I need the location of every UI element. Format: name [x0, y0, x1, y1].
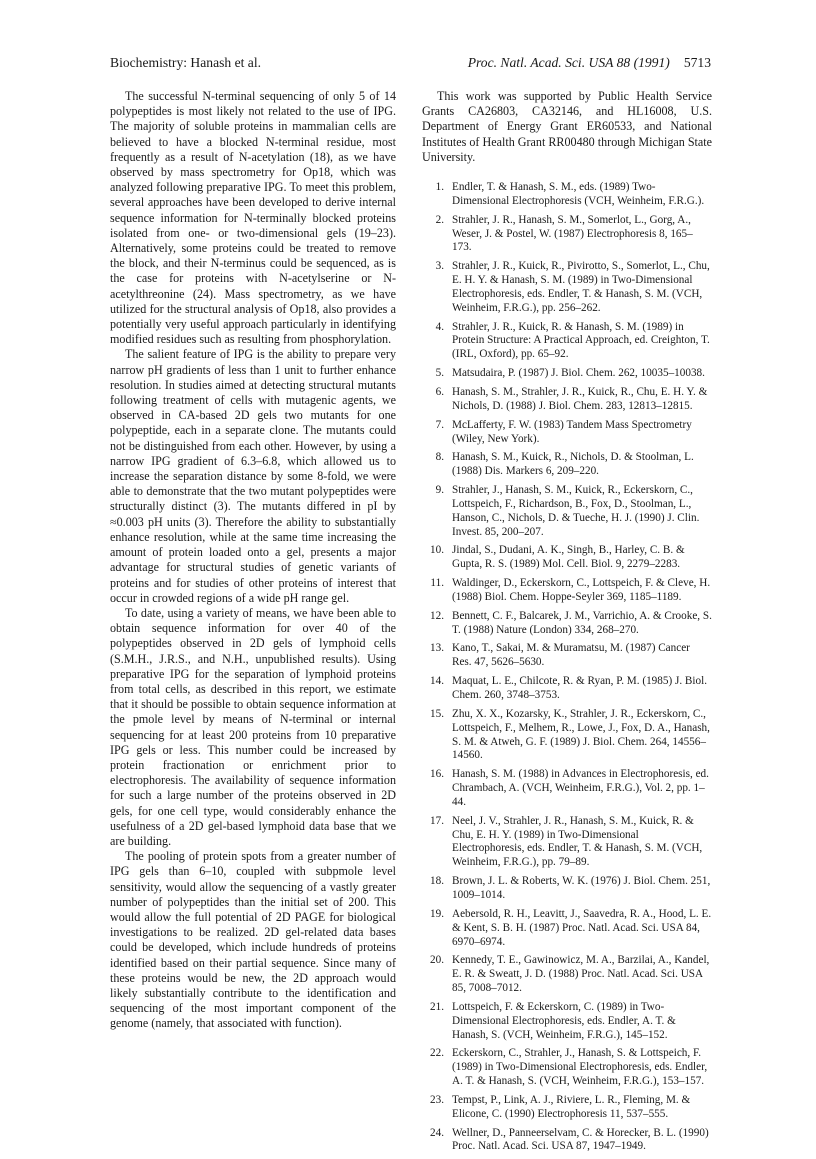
header-section-authors: Biochemistry: Hanash et al.	[110, 55, 262, 70]
reference-text: Aebersold, R. H., Leavitt, J., Saavedra, R. A., Hood, L. E. & Kent, S. B. H. (1987) Proc. Natl. Acad. Sci. USA 84, 6970–6974.	[452, 907, 712, 948]
reference-text: Hanash, S. M. (1988) in Advances in Electrophoresis, ed. Chrambach, A. (VCH, Weinheim, F.R.G.), Vol. 2, pp. 1–44.	[452, 768, 709, 808]
reference-text: Eckerskorn, C., Strahler, J., Hanash, S. & Lottspeich, F. (1989) in Two-Dimensional Electrophoresis, eds. Endler, A. T. & Hanash, S. (VCH, Weinheim, F.R.G.), 153–157.	[452, 1047, 708, 1088]
reference-item	[422, 610, 712, 638]
reference-item	[422, 954, 712, 996]
reference-number: 4.	[435, 320, 444, 333]
reference-item	[422, 1094, 712, 1122]
reference-item	[422, 419, 712, 447]
reference-text: Matsudaira, P. (1987) J. Biol. Chem. 262, 10035–10038.	[452, 367, 705, 380]
reference-number: 13.	[430, 642, 444, 655]
reference-text: Strahler, J., Hanash, S. M., Kuick, R., Eckerskorn, C., Lottspeich, F., Richardson, B., Fox, D., Stoolman, L., Hanson, C., Nichols, D. & Tueche, H. J. (1990) J. Clin. Invest. 85, 200–207.	[452, 484, 700, 538]
reference-text: McLafferty, F. W. (1983) Tandem Mass Spectrometry (Wiley, New York).	[452, 418, 692, 445]
reference-list	[422, 181, 712, 1154]
reference-item	[422, 214, 712, 256]
reference-text: Hanash, S. M., Strahler, J. R., Kuick, R., Chu, E. H. Y. & Nichols, D. (1988) J. Biol. Chem. 283, 12813–12815.	[452, 385, 708, 412]
reference-item	[422, 708, 712, 763]
reference-item	[422, 484, 712, 539]
reference-number: 11.	[430, 577, 444, 590]
right-column	[422, 89, 712, 1159]
reference-item	[422, 768, 712, 810]
reference-item	[422, 367, 712, 381]
reference-number: 8.	[435, 451, 444, 464]
reference-number: 7.	[435, 418, 444, 431]
reference-number: 22.	[430, 1047, 444, 1060]
reference-item	[422, 1047, 712, 1089]
reference-number: 24.	[430, 1126, 444, 1139]
reference-text: Kano, T., Sakai, M. & Muramatsu, M. (1987) Cancer Res. 47, 5626–5630.	[452, 642, 690, 669]
reference-text: Strahler, J. R., Hanash, S. M., Somerlot, L., Gorg, A., Weser, J. & Postel, W. (1987) Electrophoresis 8, 165–173.	[452, 213, 693, 254]
reference-number: 12.	[430, 609, 444, 622]
reference-item	[422, 642, 712, 670]
reference-item	[422, 386, 712, 414]
reference-item	[422, 451, 712, 479]
reference-number: 10.	[430, 544, 444, 557]
reference-item	[422, 260, 712, 315]
body-paragraph: The salient feature of IPG is the ability to prepare very narrow pH gradients of less than 1 unit to further enhance resolution. In studies aimed at detecting structural mutants following treatment of cells with mutagenic agents, we observed in CA-based 2D gels two mutants for one polypeptide, each in a separate clone. The mutants could not be distinguished from each other. However, by using a narrow IPG gradient of 6.3–6.8, which allowed us to increase the separation distance by some 8-fold, we were able to demonstrate that the two mutant polypeptides were structurally distinct (3). The mutants differed in pI by ≈0.003 pH units (3). Therefore the ability to substantially enhance resolution, while at the same time increasing the amount of protein loaded onto a gel, presents a major advantage for structural studies of genetic variants of proteins and for studies of other proteins of interest that occur in crowded regions of a wide pH range gel.	[110, 347, 396, 605]
reference-text: Hanash, S. M., Kuick, R., Nichols, D. & Stoolman, L. (1988) Dis. Markers 6, 209–220.	[452, 451, 694, 478]
reference-text: Endler, T. & Hanash, S. M., eds. (1989) Two-Dimensional Electrophoresis (VCH, Weinheim, F.R.G.).	[452, 181, 705, 207]
reference-number: 6.	[435, 385, 444, 398]
reference-text: Zhu, X. X., Kozarsky, K., Strahler, J. R., Eckerskorn, C., Lottspeich, F., Melhem, R., Lowe, J., Fox, D. A., Hanash, S. M. & Atweh, G. F. (1989) J. Biol. Chem. 264, 14556–14560.	[452, 707, 710, 762]
header-journal-citation: Proc. Natl. Acad. Sci. USA 88 (1991)	[467, 55, 670, 70]
body-paragraph: The successful N-terminal sequencing of only 5 of 14 polypeptides is most likely not related to the use of IPG. The majority of soluble proteins in mammalian cells are believed to have a blocked N-terminal residue, most frequently as a result of N-acetylation (18), as we have observed by mass spectrometry for Op18, which was analyzed following preparative IPG. To meet this problem, several approaches have been developed to derive internal sequence information for N-terminally blocked proteins isolated from one- or two-dimensional gels (19–23). Alternatively, some proteins could be treated to remove the block, and their N-terminus could be sequenced, as is the case for proteins with N-acetylserine or N-acetylthreonine (24). Mass spectrometry, as we have utilized for the structural analysis of Op18, also provides a potentially very useful approach particularly in identifying modified residues such as resulting from phosphorylation.	[110, 89, 396, 347]
reference-text: Tempst, P., Link, A. J., Riviere, L. R., Fleming, M. & Elicone, C. (1990) Electrophoresis 11, 537–555.	[452, 1093, 691, 1120]
reference-item	[422, 544, 712, 572]
reference-number: 2.	[435, 213, 444, 226]
reference-item	[422, 875, 712, 903]
reference-number: 16.	[430, 768, 444, 781]
reference-number: 18.	[430, 875, 444, 888]
reference-text: Lottspeich, F. & Eckerskorn, C. (1989) in Two-Dimensional Electrophoresis, eds. Endler, A. T. & Hanash, S. (VCH, Weinheim, F.R.G.), 145–152.	[452, 1000, 676, 1041]
reference-text: Jindal, S., Dudani, A. K., Singh, B., Harley, C. B. & Gupta, R. S. (1989) Mol. Cell. Biol. 9, 2279–2283.	[452, 544, 685, 571]
reference-number: 5.	[435, 367, 444, 380]
reference-number: 23.	[430, 1093, 444, 1106]
reference-item	[422, 908, 712, 950]
reference-number: 15.	[430, 707, 444, 720]
page-number: 5713	[683, 55, 711, 70]
left-column	[110, 89, 396, 1032]
reference-item	[422, 1127, 712, 1155]
reference-number: 20.	[430, 954, 444, 967]
reference-number: 17.	[430, 814, 444, 827]
reference-text: Kennedy, T. E., Gawinowicz, M. A., Barzilai, A., Kandel, E. R. & Sweatt, J. D. (1988) Proc. Natl. Acad. Sci. USA 85, 7008–7012.	[452, 954, 710, 995]
body-paragraph: To date, using a variety of means, we have been able to obtain sequence information for over 40 of the polypeptides observed in 2D gels of lymphoid cells (S.M.H., J.R.S., and N.H., unpublished results). Using preparative IPG for the separation of lymphoid proteins from total cells, as described in this report, we estimate that it should be possible to obtain sequence information at the pmole level by means of N-terminal or internal sequencing for at least 200 proteins from 10 preparative IPG gels or less. This number could be increased by protein fractionation or enrichment prior to electrophoresis. The availability of sequence information for such a large number of the proteins observed in 2D gels, for one cell type, would considerably enhance the usefulness of a 2D gel-based lymphoid data base that we are building.	[110, 605, 396, 848]
reference-item	[422, 321, 712, 363]
reference-text: Bennett, C. F., Balcarek, J. M., Varrichio, A. & Crooke, S. T. (1988) Nature (London) 334, 268–270.	[452, 609, 712, 636]
reference-item	[422, 815, 712, 870]
body-paragraph: The pooling of protein spots from a greater number of IPG gels than 6–10, coupled with subpmole level sensitivity, would allow the sequencing of a vastly greater number of polypeptides than the initial set of 200. This would allow the full potential of 2D PAGE for biological investigations to be realized. 2D gel-related data bases could be developed, which include hundreds of proteins identified based on their partial sequence. Since many of these proteins would be new, the 2D approach would likely substantially contribute to the identification and sequencing of the most important component of the genome (namely, that associated with function).	[110, 849, 396, 1031]
reference-item	[422, 577, 712, 605]
header-journal-block	[468, 55, 711, 71]
reference-text: Waldinger, D., Eckerskorn, C., Lottspeich, F. & Cleve, H. (1988) Biol. Chem. Hoppe-Seyler 369, 1185–1189.	[452, 577, 711, 603]
reference-text: Neel, J. V., Strahler, J. R., Hanash, S. M., Kuick, R. & Chu, E. H. Y. (1989) in Two-Dimensional Electrophoresis, eds. Endler, T. & Hanash, S. M. (VCH, Weinheim, F.R.G.), pp. 79–89.	[452, 814, 703, 869]
reference-text: Brown, J. L. & Roberts, W. K. (1976) J. Biol. Chem. 251, 1009–1014.	[452, 875, 711, 901]
reference-text: Strahler, J. R., Kuick, R., Pivirotto, S., Somerlot, L., Chu, E. H. Y. & Hanash, S. M. (1989) in Two-Dimensional Electrophoresis, eds. Endler, T. & Hanash, S. M. (VCH, Weinheim, F.R.G.), pp. 256–262.	[452, 260, 710, 314]
reference-number: 1.	[435, 181, 444, 194]
acknowledgement-paragraph: This work was supported by Public Health Service Grants CA26803, CA32146, and HL16008, U.S. Department of Energy Grant ER60533, and National Institutes of Health Grant RR00480 through Michigan State University.	[422, 89, 712, 164]
running-header	[110, 55, 711, 75]
reference-item	[422, 181, 712, 209]
reference-item	[422, 1001, 712, 1043]
reference-text: Strahler, J. R., Kuick, R. & Hanash, S. M. (1989) in Protein Structure: A Practical Approach, ed. Creighton, T. (IRL, Oxford), pp. 65–92.	[452, 320, 710, 361]
reference-text: Wellner, D., Panneerselvam, C. & Horecker, B. L. (1990) Proc. Natl. Acad. Sci. USA 87, 1947–1949.	[452, 1126, 709, 1153]
reference-number: 3.	[435, 260, 444, 273]
reference-number: 14.	[430, 675, 444, 688]
reference-number: 9.	[435, 484, 444, 497]
reference-number: 21.	[430, 1000, 444, 1013]
reference-number: 19.	[430, 907, 444, 920]
reference-item	[422, 675, 712, 703]
reference-text: Maquat, L. E., Chilcote, R. & Ryan, P. M. (1985) J. Biol. Chem. 260, 3748–3753.	[452, 675, 707, 702]
